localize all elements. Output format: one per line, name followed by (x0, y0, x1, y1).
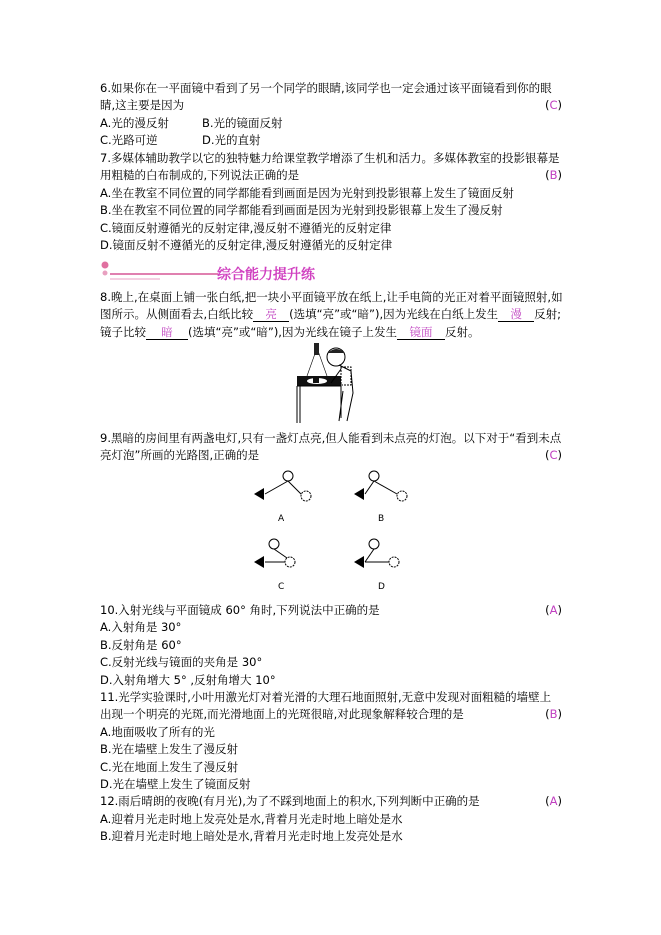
flashlight-experiment-illustration (295, 343, 375, 425)
blank-answer: 亮 (253, 307, 289, 322)
light-path-diagram (350, 536, 420, 586)
option: B.光的镜面反射 (202, 115, 283, 130)
light-path-diagrams (250, 468, 430, 603)
option: D.入射角增大 5° ,反射角增大 10° (100, 672, 276, 687)
text: 反射。 (444, 324, 480, 339)
question-stem: 8.晚上,在桌面上铺一张白纸,把一块小平面镜平放在纸上,让手电筒的光正对着平面镜照射,如 (100, 290, 563, 304)
text: (选填“亮”或“暗”),因为光线在白纸上发生 (289, 307, 499, 322)
question-8 (100, 289, 562, 341)
answer: (A) (545, 603, 562, 617)
answer: (B) (545, 707, 562, 722)
option: A.地面吸收了所有的光 (100, 724, 215, 739)
blank-answer: 漫 (498, 307, 534, 322)
option: A.坐在教室不同位置的同学都能看到画面是因为光射到投影银幕上发生了镜面反射 (100, 185, 514, 200)
diagram-label: D (378, 582, 385, 592)
option: A.光的漫反射 (100, 115, 169, 130)
light-path-diagram (350, 468, 420, 518)
option: B.迎着月光走时地上暗处是水,背着月光走时地上发亮处是水 (100, 829, 403, 844)
question-stem: 11.光学实验课时,小叶用激光灯对着光滑的大理石地面照射,无意中发现对面粗糙的墙壁上 (100, 689, 552, 704)
option: B.光在墙壁上发生了漫反射 (100, 742, 239, 757)
option: D.光在墙壁上发生了镜面反射 (100, 776, 251, 791)
text: (选填“亮”或“暗”),因为光线在镜子上发生 (188, 324, 397, 339)
diagram-b (350, 468, 420, 524)
option: A.入射角是 30° (100, 620, 182, 635)
answer: (B) (545, 168, 562, 183)
option: B.坐在教室不同位置的同学都能看到画面是因为光射到投影银幕上发生了漫反射 (100, 203, 503, 218)
question-stem: 用粗糙的白布制成的,下列说法正确的是 (100, 168, 300, 183)
text: 图所示。从侧面看去,白纸比较 (100, 307, 254, 322)
light-path-diagram (250, 536, 320, 586)
text: 镜子比较 (100, 324, 146, 339)
question-stem: 睛,这主要是因为 (100, 98, 185, 113)
diagram-a (250, 468, 320, 524)
text: 反射; (534, 307, 561, 322)
question-10 (100, 602, 562, 845)
question-stem: 出现一个明亮的光斑,而光滑地面上的光斑很暗,对此现象解释较合理的是 (100, 707, 464, 722)
option: C.镜面反射遵循光的反射定律,漫反射不遵循光的反射定律 (100, 220, 392, 235)
section-decoration-icon (100, 260, 220, 284)
option: C.光在地面上发生了漫反射 (100, 759, 239, 774)
option: B.反射角是 60° (100, 637, 182, 652)
light-path-diagram (250, 468, 320, 518)
question-7 (100, 150, 562, 254)
diagram-label: B (378, 514, 385, 524)
question-stem: 9.黑暗的房间里有两盏电灯,只有一盏灯点亮,但人能看到未点亮的灯泡。以下对于“看到未点 (100, 431, 562, 445)
option: D.光的直射 (202, 133, 261, 148)
question-stem: 7.多媒体辅助教学以它的独特魅力给课堂教学增添了生机和活力。多媒体教室的投影银幕是 (100, 151, 560, 165)
question-6 (100, 80, 562, 150)
diagram-c (250, 536, 320, 592)
option: C.反射光线与镜面的夹角是 30° (100, 655, 263, 670)
question-stem: 6.如果你在一平面镜中看到了另一个同学的眼睛,该同学也一定会通过该平面镜看到你的眼 (100, 81, 552, 95)
question-stem: 10.入射光线与平面镜成 60° 角时,下列说法中正确的是 (100, 603, 380, 617)
blank-answer: 镜面 (397, 325, 445, 340)
question-stem: 12.雨后晴朗的夜晚(有月光),为了不踩到地面上的积水,下列判断中正确的是 (100, 794, 480, 809)
option: D.镜面反射不遵循光的反射定律,漫反射遵循光的反射定律 (100, 237, 393, 252)
diagram-label: A (278, 514, 285, 524)
answer: (C) (544, 98, 562, 113)
section-title: 综合能力提升练 (217, 267, 315, 283)
section-header (100, 260, 400, 284)
question-stem: 亮灯泡”所画的光路图,正确的是 (100, 448, 260, 463)
answer: (A) (545, 794, 562, 809)
diagram-label: C (278, 582, 285, 592)
option: A.迎着月光走时地上发亮处是水,背着月光走时地上暗处是水 (100, 811, 403, 826)
blank-answer: 暗 (146, 325, 188, 340)
diagram-d (350, 536, 420, 592)
option: C.光路可逆 (100, 133, 158, 148)
answer: (C) (544, 448, 562, 463)
question-9 (100, 430, 562, 465)
